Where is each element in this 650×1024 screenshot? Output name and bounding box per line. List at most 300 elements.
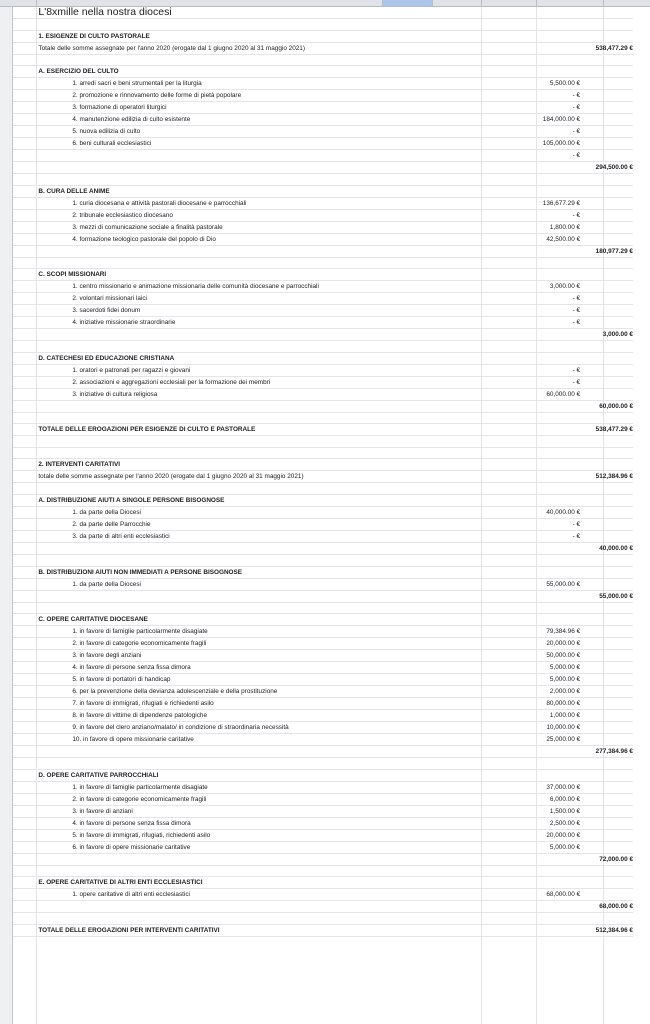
cell-amount[interactable] [489,185,580,197]
cell-amount[interactable]: - € [489,102,580,114]
cell-label[interactable]: 2. promozione e rinnovamento delle forme di pietà popolare [36,90,488,102]
cell-a[interactable] [13,305,36,317]
cell-total[interactable] [580,102,633,114]
cell-a[interactable] [13,494,36,506]
cell-total[interactable] [580,722,633,734]
cell-a[interactable] [13,341,36,353]
cell-label[interactable] [36,483,488,495]
sheet-row[interactable] [13,424,633,436]
cell-a[interactable] [13,554,36,566]
cell-a[interactable] [13,602,36,614]
cell-a[interactable] [13,209,36,221]
cell-amount[interactable] [489,19,580,31]
sheet-row[interactable] [13,626,633,638]
cell-a[interactable] [13,746,36,758]
sheet-row[interactable] [13,901,633,913]
cell-total[interactable] [580,769,633,781]
cell-total[interactable] [580,734,633,746]
cell-amount[interactable] [489,412,580,424]
cell-a[interactable] [13,662,36,674]
cell-a[interactable] [13,19,36,31]
cell-amount[interactable] [489,590,580,602]
sheet-row[interactable] [13,209,633,221]
sheet-row[interactable] [13,78,633,90]
cell-amount[interactable] [489,459,580,471]
cell-amount[interactable] [489,471,580,483]
cell-total[interactable] [580,554,633,566]
cell-total[interactable]: 512,384.96 € [580,471,633,483]
sheet-row[interactable] [13,329,633,341]
cell-total[interactable] [580,447,633,459]
cell-a[interactable] [13,805,36,817]
sheet-row[interactable] [13,674,633,686]
sheet-row[interactable] [13,698,633,710]
cell-a[interactable] [13,447,36,459]
sheet-row[interactable] [13,7,633,19]
cell-total[interactable] [580,506,633,518]
cell-a[interactable] [13,781,36,793]
cell-a[interactable] [13,174,36,186]
cell-amount[interactable]: 37,000.00 € [489,781,580,793]
cell-label[interactable]: 4. in favore di persone senza fissa dimora [36,662,488,674]
cell-label[interactable]: 1. in favore di famiglie particolarmente disagiate [36,781,488,793]
cell-label[interactable]: TOTALE DELLE EROGAZIONI PER ESIGENZE DI CULTO E PASTORALE [36,424,488,436]
cell-label[interactable]: L'8xmille nella nostra diocesi [36,7,488,19]
sheet-row[interactable] [13,233,633,245]
cell-amount[interactable]: 50,000.00 € [489,650,580,662]
cell-a[interactable] [13,590,36,602]
sheet-row[interactable] [13,412,633,424]
cell-label[interactable]: 3. formazione di operatori liturgici [36,102,488,114]
cell-label[interactable]: A. DISTRIBUZIONE AIUTI A SINGOLE PERSONE BISOGNOSE [36,494,488,506]
sheet-row[interactable] [13,317,633,329]
cell-total[interactable] [580,412,633,424]
cell-total[interactable] [580,221,633,233]
sheet-row[interactable] [13,126,633,138]
cell-a[interactable] [13,197,36,209]
sheet-row[interactable] [13,554,633,566]
sheet-row[interactable] [13,19,633,31]
sheet-row[interactable] [13,590,633,602]
cell-a[interactable] [13,388,36,400]
cell-a[interactable] [13,412,36,424]
sheet-row[interactable] [13,913,633,925]
sheet-row[interactable] [13,114,633,126]
cell-amount[interactable] [489,877,580,889]
cell-amount[interactable]: 80,000.00 € [489,698,580,710]
cell-a[interactable] [13,162,36,174]
sheet-row[interactable] [13,30,633,42]
cell-label[interactable]: 1. arredi sacri e beni strumentali per la liturgia [36,78,488,90]
cell-label[interactable] [36,54,488,66]
cell-a[interactable] [13,269,36,281]
cell-label[interactable]: 2. volontari missionari laici [36,293,488,305]
cell-total[interactable] [580,674,633,686]
cell-amount[interactable] [489,162,580,174]
cell-label[interactable]: TOTALE DELLE EROGAZIONI PER INTERVENTI CARITATIVI [36,924,488,936]
cell-label[interactable]: A. ESERCIZIO DEL CULTO [36,66,488,78]
cell-amount[interactable]: 40,000.00 € [489,506,580,518]
cell-label[interactable]: 1. curia diocesana e attività pastorali diocesane e parrocchiali [36,197,488,209]
cell-label[interactable]: 1. da parte della Diocesi [36,578,488,590]
cell-total[interactable]: 294,500.00 € [580,162,633,174]
cell-amount[interactable]: 184,000.00 € [489,114,580,126]
cell-a[interactable] [13,518,36,530]
cell-label[interactable] [36,758,488,770]
cell-label[interactable]: 7. in favore di immigrati, rifugiati e richiedenti asilo [36,698,488,710]
cell-amount[interactable] [489,42,580,54]
cell-a[interactable] [13,734,36,746]
cell-total[interactable] [580,638,633,650]
cell-total[interactable] [580,269,633,281]
sheet-row[interactable] [13,566,633,578]
cell-total[interactable] [580,257,633,269]
cell-a[interactable] [13,42,36,54]
cell-amount[interactable]: 3,000.00 € [489,281,580,293]
cell-total[interactable] [580,19,633,31]
cell-label[interactable]: B. CURA DELLE ANIME [36,185,488,197]
cell-a[interactable] [13,30,36,42]
sheet-row[interactable] [13,352,633,364]
cell-a[interactable] [13,530,36,542]
cell-amount[interactable]: 42,500.00 € [489,233,580,245]
cell-label[interactable]: 2. in favore di categorie economicamente fragili [36,638,488,650]
cell-a[interactable] [13,841,36,853]
cell-label[interactable] [36,542,488,554]
sheet-row[interactable] [13,769,633,781]
cell-total[interactable]: 538,477.29 € [580,42,633,54]
cell-label[interactable]: B. DISTRIBUZIONI AIUTI NON IMMEDIATI A PERSONE BISOGNOSE [36,566,488,578]
cell-amount[interactable]: - € [489,317,580,329]
sheet-row[interactable] [13,781,633,793]
cell-total[interactable] [580,341,633,353]
sheet-row[interactable] [13,889,633,901]
sheet-row[interactable] [13,602,633,614]
cell-total[interactable] [580,913,633,925]
cell-label[interactable]: D. CATECHESI ED EDUCAZIONE CRISTIANA [36,352,488,364]
cell-label[interactable]: 4. in favore di persone senza fissa dimora [36,817,488,829]
cell-total[interactable] [580,566,633,578]
cell-total[interactable] [580,30,633,42]
cell-amount[interactable]: - € [489,293,580,305]
selected-column-header[interactable] [382,0,432,6]
cell-total[interactable] [580,698,633,710]
cell-label[interactable]: 4. iniziative missionarie straordinarie [36,317,488,329]
cell-label[interactable] [36,19,488,31]
cell-a[interactable] [13,483,36,495]
cell-amount[interactable] [489,341,580,353]
sheet-row[interactable] [13,269,633,281]
cell-total[interactable] [580,578,633,590]
cell-a[interactable] [13,829,36,841]
cell-amount[interactable] [489,865,580,877]
cell-total[interactable] [580,138,633,150]
cell-total[interactable] [580,364,633,376]
cell-amount[interactable]: 1,800.00 € [489,221,580,233]
sheet-row[interactable] [13,710,633,722]
cell-a[interactable] [13,293,36,305]
sheet-row[interactable] [13,805,633,817]
cell-a[interactable] [13,626,36,638]
cell-label[interactable] [36,590,488,602]
cell-label[interactable]: 6. in favore di opere missionarie caritative [36,841,488,853]
cell-amount[interactable] [489,614,580,626]
sheet-row[interactable] [13,471,633,483]
cell-a[interactable] [13,364,36,376]
cell-label[interactable]: 5. in favore di portatori di handicap [36,674,488,686]
sheet-row[interactable] [13,829,633,841]
sheet-row[interactable] [13,758,633,770]
sheet-row[interactable] [13,686,633,698]
cell-amount[interactable] [489,436,580,448]
cell-label[interactable]: D. OPERE CARITATIVE PARROCCHIALI [36,769,488,781]
cell-a[interactable] [13,352,36,364]
cell-a[interactable] [13,506,36,518]
cell-total[interactable]: 60,000.00 € [580,400,633,412]
cell-a[interactable] [13,221,36,233]
sheet-row[interactable] [13,841,633,853]
cell-a[interactable] [13,924,36,936]
cell-amount[interactable] [489,566,580,578]
cell-amount[interactable]: - € [489,376,580,388]
sheet-row[interactable] [13,90,633,102]
cell-total[interactable]: 72,000.00 € [580,853,633,865]
cell-amount[interactable] [489,913,580,925]
cell-total[interactable] [580,150,633,162]
cell-total[interactable] [580,650,633,662]
cell-label[interactable]: C. SCOPI MISSIONARI [36,269,488,281]
sheet-row[interactable] [13,102,633,114]
cell-label[interactable]: 9. in favore del clero anziano/malato/ in condizione di straordinaria necessità [36,722,488,734]
cell-label[interactable]: 3. mezzi di comunicazione sociale a finalità pastorale [36,221,488,233]
sheet-row[interactable] [13,364,633,376]
cell-amount[interactable]: - € [489,530,580,542]
cell-label[interactable]: 5. nuova edilizia di culto [36,126,488,138]
cell-total[interactable] [580,662,633,674]
cell-total[interactable] [580,793,633,805]
cell-total[interactable] [580,710,633,722]
cell-a[interactable] [13,542,36,554]
cell-label[interactable] [36,174,488,186]
cell-a[interactable] [13,769,36,781]
cell-total[interactable] [580,494,633,506]
cell-label[interactable]: 2. associazioni e aggregazioni ecclesiali per la formazione dei membri [36,376,488,388]
sheet-row[interactable] [13,400,633,412]
cell-amount[interactable] [489,746,580,758]
cell-label[interactable]: 1. oratori e patronati per ragazzi e giovani [36,364,488,376]
cell-total[interactable] [580,459,633,471]
cell-total[interactable] [580,841,633,853]
cell-a[interactable] [13,66,36,78]
cell-total[interactable] [580,436,633,448]
sheet-row[interactable] [13,162,633,174]
cell-amount[interactable]: 60,000.00 € [489,388,580,400]
sheet-row[interactable] [13,459,633,471]
cell-total[interactable] [580,7,633,19]
cell-a[interactable] [13,54,36,66]
cell-amount[interactable]: - € [489,305,580,317]
cell-label[interactable] [36,257,488,269]
cell-amount[interactable] [489,30,580,42]
sheet-row[interactable] [13,865,633,877]
cell-amount[interactable]: - € [489,90,580,102]
cell-label[interactable]: 1. da parte della Diocesi [36,506,488,518]
cell-amount[interactable]: - € [489,518,580,530]
sheet-row[interactable] [13,924,633,936]
cell-grid[interactable] [13,7,633,937]
cell-total[interactable] [580,781,633,793]
cell-a[interactable] [13,889,36,901]
cell-a[interactable] [13,281,36,293]
cell-amount[interactable] [489,54,580,66]
cell-label[interactable]: 2. da parte delle Parrocchie [36,518,488,530]
cell-amount[interactable] [489,853,580,865]
cell-amount[interactable]: - € [489,150,580,162]
cell-amount[interactable]: 5,000.00 € [489,662,580,674]
cell-amount[interactable] [489,7,580,19]
cell-label[interactable]: 4. manutenzione edilizia di culto esistente [36,114,488,126]
cell-a[interactable] [13,650,36,662]
cell-amount[interactable] [489,66,580,78]
cell-label[interactable]: totale delle somme assegnate per l'anno 2020 (erogate dal 1 giugno 2020 al 31 maggio 2021) [36,471,488,483]
sheet-row[interactable] [13,174,633,186]
cell-amount[interactable]: 1,000.00 € [489,710,580,722]
sheet-row[interactable] [13,221,633,233]
cell-a[interactable] [13,722,36,734]
cell-label[interactable] [36,901,488,913]
cell-amount[interactable]: - € [489,364,580,376]
cell-amount[interactable] [489,483,580,495]
cell-a[interactable] [13,126,36,138]
sheet-row[interactable] [13,281,633,293]
cell-label[interactable]: 1. in favore di famiglie particolarmente disagiate [36,626,488,638]
cell-amount[interactable] [489,329,580,341]
cell-a[interactable] [13,376,36,388]
cell-a[interactable] [13,7,36,19]
cell-label[interactable]: 3. in favore di anziani [36,805,488,817]
cell-total[interactable]: 68,000.00 € [580,901,633,913]
cell-total[interactable] [580,126,633,138]
cell-total[interactable] [580,817,633,829]
sheet-row[interactable] [13,197,633,209]
cell-total[interactable] [580,293,633,305]
cell-label[interactable] [36,865,488,877]
cell-amount[interactable]: 25,000.00 € [489,734,580,746]
cell-label[interactable]: 6. beni culturali ecclesiastici [36,138,488,150]
cell-a[interactable] [13,698,36,710]
cell-total[interactable] [580,197,633,209]
cell-total[interactable] [580,305,633,317]
cell-amount[interactable] [489,174,580,186]
cell-total[interactable] [580,889,633,901]
cell-a[interactable] [13,245,36,257]
cell-a[interactable] [13,877,36,889]
cell-a[interactable] [13,400,36,412]
cell-label[interactable]: 2. in favore di categorie economicamente fragili [36,793,488,805]
cell-label[interactable]: 3. sacerdoti fidei donum [36,305,488,317]
sheet-row[interactable] [13,305,633,317]
cell-amount[interactable]: 105,000.00 € [489,138,580,150]
sheet-row[interactable] [13,436,633,448]
cell-label[interactable]: 1. centro missionario e animazione missionaria delle comunità diocesane e parrocchiali [36,281,488,293]
cell-label[interactable]: Totale delle somme assegnate per l'anno 2020 (erogate dal 1 giugno 2020 al 31 maggio 2021) [36,42,488,54]
cell-label[interactable] [36,329,488,341]
cell-a[interactable] [13,150,36,162]
cell-amount[interactable] [489,542,580,554]
sheet-row[interactable] [13,293,633,305]
cell-label[interactable]: 4. formazione teologico pastorale del popolo di Dio [36,233,488,245]
sheet-row[interactable] [13,54,633,66]
cell-total[interactable]: 3,000.00 € [580,329,633,341]
cell-amount[interactable]: 1,500.00 € [489,805,580,817]
cell-total[interactable] [580,185,633,197]
sheet-row[interactable] [13,746,633,758]
cell-total[interactable] [580,483,633,495]
cell-total[interactable] [580,602,633,614]
sheet-row[interactable] [13,877,633,889]
sheet-row[interactable] [13,530,633,542]
cell-label[interactable] [36,554,488,566]
cell-total[interactable] [580,174,633,186]
cell-a[interactable] [13,185,36,197]
cell-amount[interactable]: 79,384.96 € [489,626,580,638]
sheet-row[interactable] [13,494,633,506]
cell-label[interactable] [36,853,488,865]
cell-total[interactable] [580,66,633,78]
cell-label[interactable] [36,150,488,162]
cell-label[interactable] [36,913,488,925]
cell-total[interactable] [580,626,633,638]
sheet-row[interactable] [13,150,633,162]
cell-a[interactable] [13,471,36,483]
cell-label[interactable] [36,162,488,174]
sheet-row[interactable] [13,542,633,554]
cell-label[interactable] [36,341,488,353]
cell-label[interactable]: 1. ESIGENZE DI CULTO PASTORALE [36,30,488,42]
cell-amount[interactable]: 68,000.00 € [489,889,580,901]
sheet-row[interactable] [13,518,633,530]
sheet-row[interactable] [13,185,633,197]
sheet-row[interactable] [13,388,633,400]
cell-a[interactable] [13,566,36,578]
cell-amount[interactable] [489,494,580,506]
cell-amount[interactable] [489,758,580,770]
cell-total[interactable] [580,233,633,245]
cell-amount[interactable]: 5,000.00 € [489,674,580,686]
cell-amount[interactable] [489,269,580,281]
cell-amount[interactable] [489,257,580,269]
cell-label[interactable]: 6. per la prevenzione della devianza adolescenziale e della prostituzione [36,686,488,698]
cell-amount[interactable]: 2,500.00 € [489,817,580,829]
cell-label[interactable]: 3. in favore degli anziani [36,650,488,662]
cell-total[interactable]: 277,384.96 € [580,746,633,758]
cell-amount[interactable] [489,400,580,412]
sheet-row[interactable] [13,245,633,257]
cell-label[interactable]: E. OPERE CARITATIVE DI ALTRI ENTI ECCLESIASTICI [36,877,488,889]
sheet-row[interactable] [13,42,633,54]
sheet-row[interactable] [13,662,633,674]
cell-a[interactable] [13,257,36,269]
cell-label[interactable]: C. OPERE CARITATIVE DIOCESANE [36,614,488,626]
cell-a[interactable] [13,424,36,436]
cell-total[interactable] [580,805,633,817]
cell-a[interactable] [13,865,36,877]
cell-amount[interactable]: 20,000.00 € [489,638,580,650]
cell-a[interactable] [13,817,36,829]
cell-a[interactable] [13,614,36,626]
cell-label[interactable]: 2. INTERVENTI CARITATIVI [36,459,488,471]
cell-label[interactable]: 8. in favore di vittime di dipendenze patologiche [36,710,488,722]
